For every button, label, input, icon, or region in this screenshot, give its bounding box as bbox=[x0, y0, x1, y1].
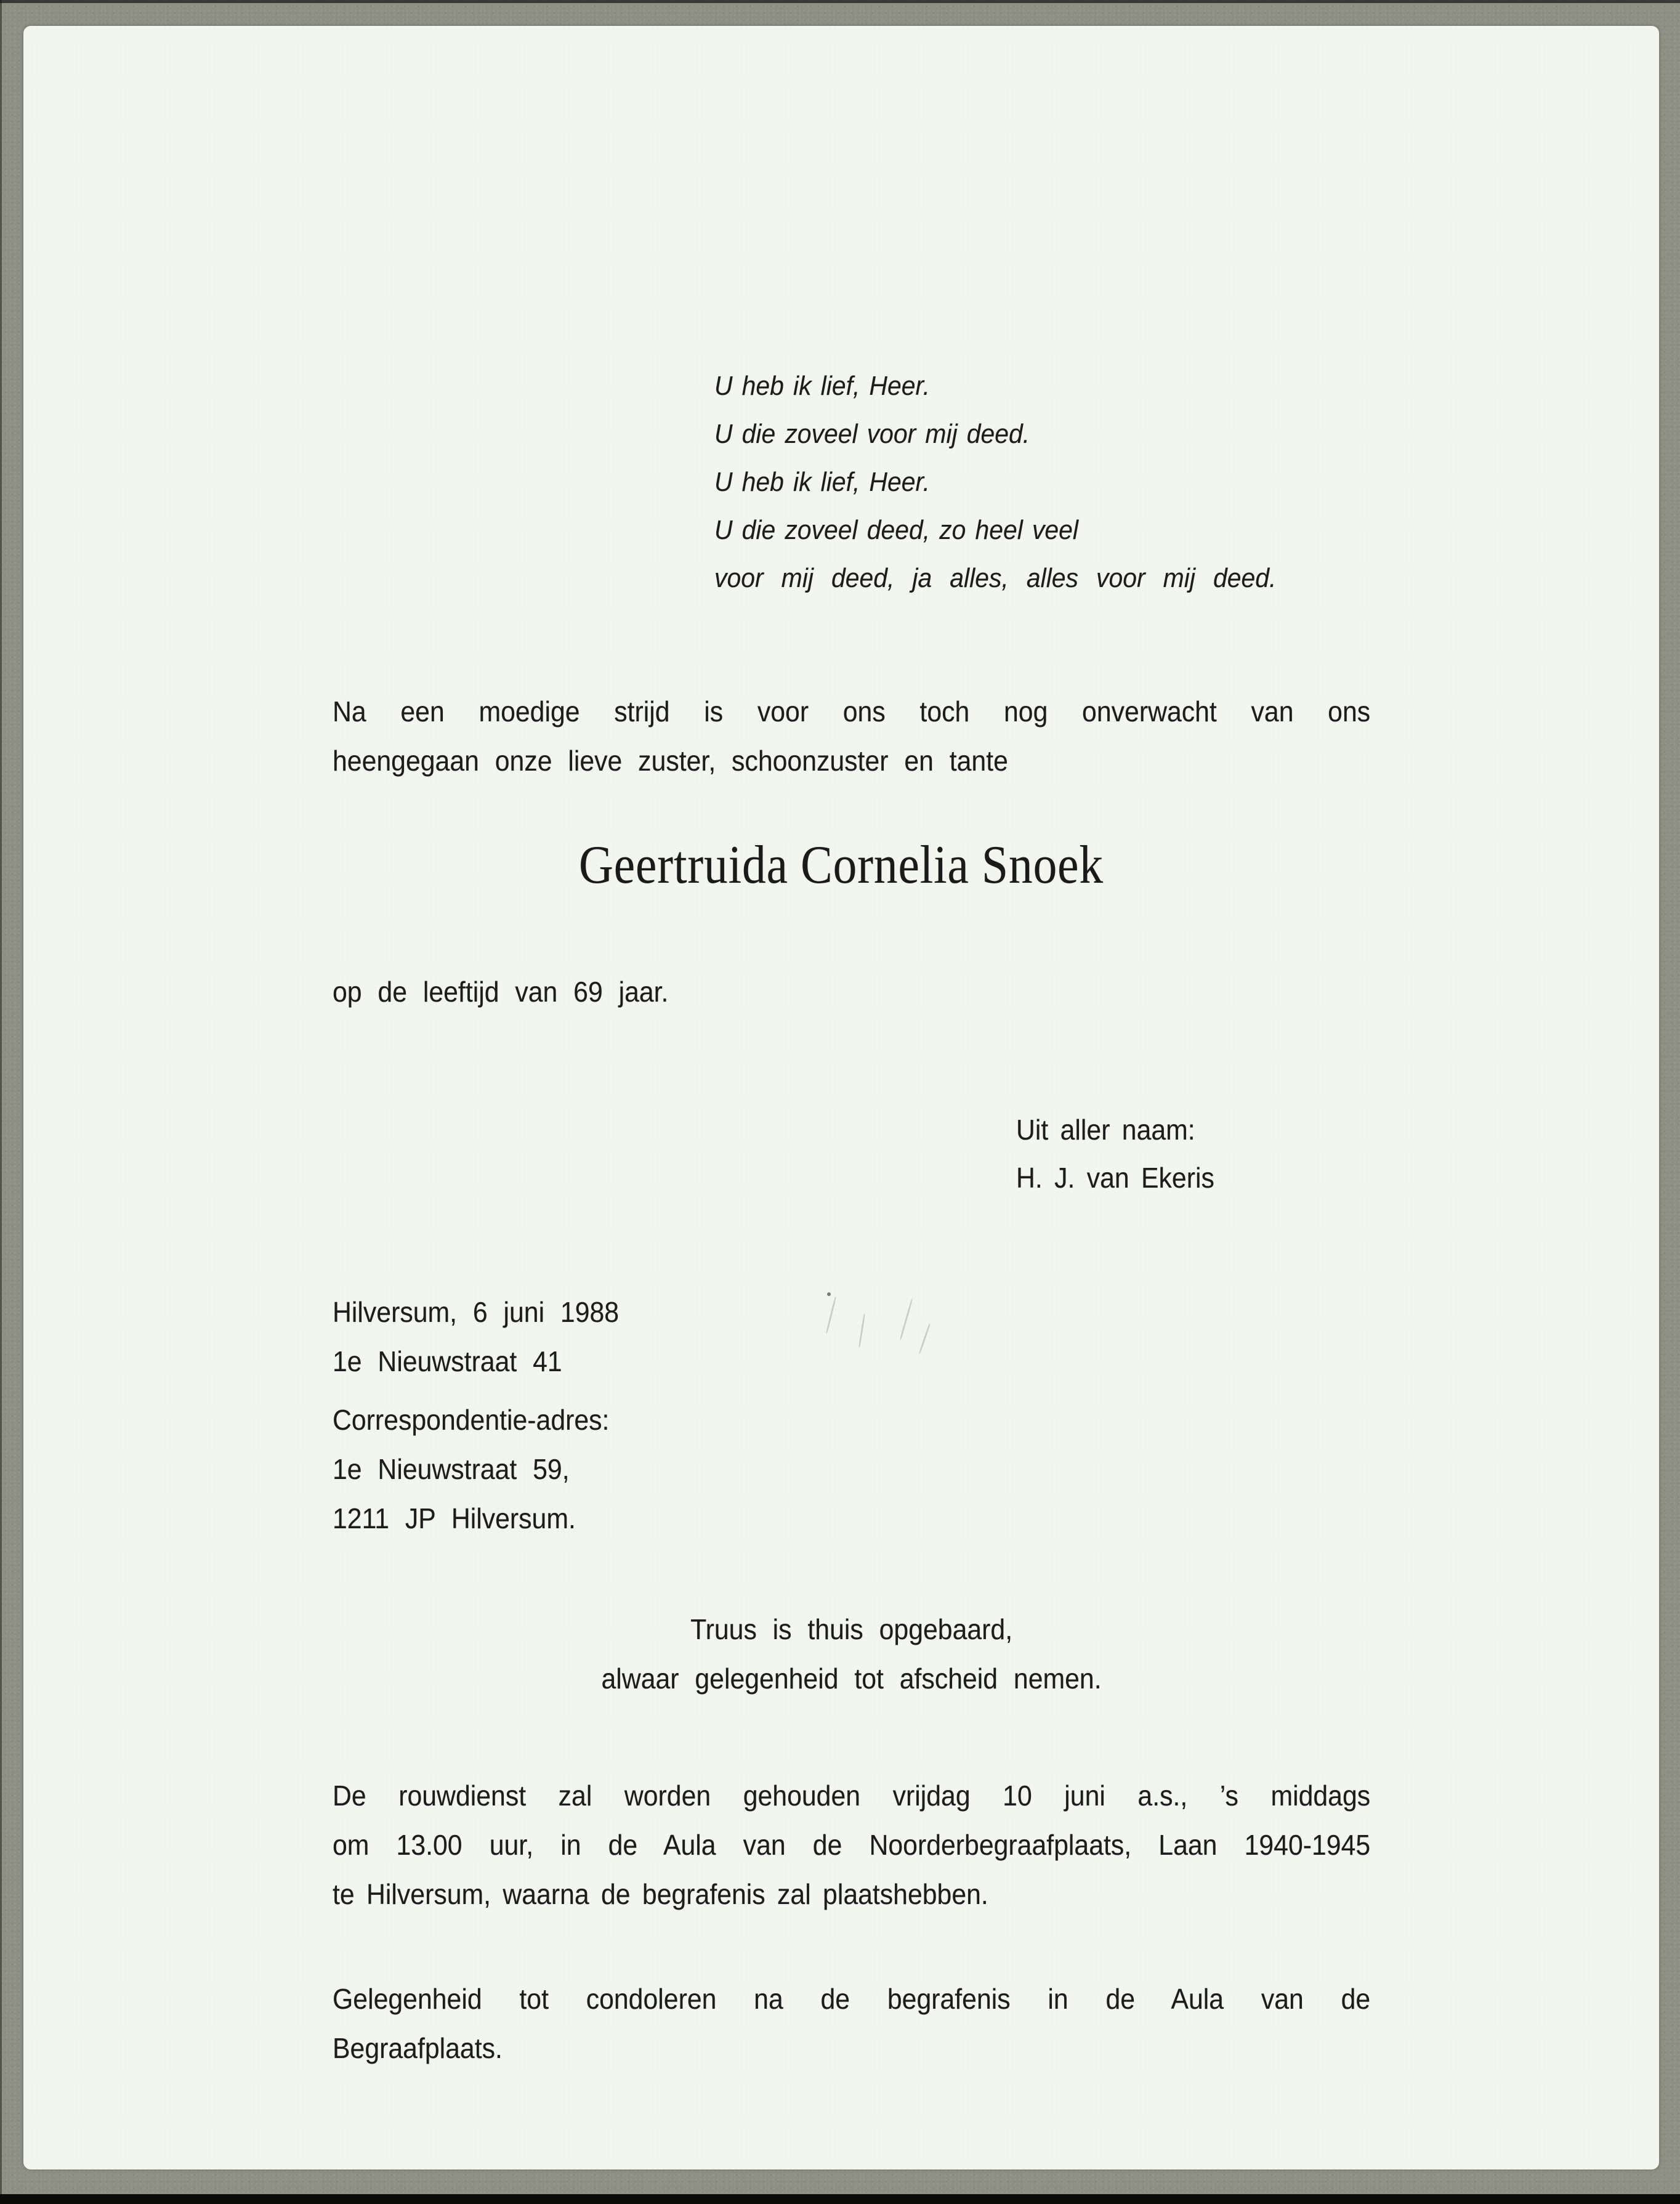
scan-edge-left bbox=[0, 0, 2, 2204]
viewing-line: alwaar gelegenheid tot afscheid nemen. bbox=[601, 1663, 1102, 1695]
correspondence-label: Correspondentie-adres: bbox=[333, 1404, 610, 1436]
announcement-paragraph bbox=[333, 687, 1370, 785]
announcement-line: Na een moedige strijd is voor ons toch nog onverwacht van ons bbox=[333, 695, 1371, 727]
pencil-stroke bbox=[919, 1323, 931, 1354]
scan-edge-bottom bbox=[0, 2194, 1680, 2204]
correspondence-block bbox=[333, 1395, 609, 1543]
condolence-line: Gelegenheid tot condoleren na de begrafenis in de Aula van de bbox=[333, 1983, 1371, 2015]
condolence-line: Begraafplaats. bbox=[333, 2032, 503, 2064]
condolence-paragraph bbox=[333, 1974, 1370, 2073]
poem-line: U heb ik lief, Heer. bbox=[714, 467, 930, 497]
pencil-stroke bbox=[826, 1297, 837, 1334]
pencil-stroke bbox=[899, 1298, 913, 1340]
correspondence-city: 1211 JP Hilversum. bbox=[333, 1502, 576, 1534]
signature-name: H. J. van Ekeris bbox=[1016, 1162, 1214, 1194]
dateline-block bbox=[333, 1287, 619, 1386]
signature-block bbox=[1016, 1106, 1214, 1202]
viewing-line: Truus is thuis opgebaard, bbox=[690, 1613, 1013, 1645]
service-line: om 13.00 uur, in de Aula van de Noorderbegraafplaats, Laan 1940-1945 bbox=[333, 1829, 1371, 1861]
correspondence-street: 1e Nieuwstraat 59, bbox=[333, 1453, 570, 1485]
poem-line: U die zoveel voor mij deed. bbox=[714, 419, 1030, 449]
dateline-street: 1e Nieuwstraat 41 bbox=[333, 1345, 562, 1377]
memorial-card bbox=[23, 26, 1659, 2170]
signature-label: Uit aller naam: bbox=[1016, 1114, 1195, 1146]
service-paragraph bbox=[333, 1771, 1370, 1919]
announcement-line: heengegaan onze lieve zuster, schoonzuster en tante bbox=[333, 745, 1008, 777]
poem-line: U heb ik lief, Heer. bbox=[714, 371, 930, 401]
service-line: te Hilversum, waarna de begrafenis zal plaatshebben. bbox=[333, 1878, 988, 1910]
service-line: De rouwdienst zal worden gehouden vrijdag 10 juni a.s., ’s middags bbox=[333, 1780, 1371, 1812]
deceased-name: Geertruida Cornelia Snoek bbox=[578, 835, 1104, 895]
pencil-stroke bbox=[858, 1313, 866, 1348]
viewing-block bbox=[333, 1605, 1370, 1703]
pencil-dot bbox=[827, 1292, 831, 1296]
poem-line: voor mij deed, ja alles, alles voor mij deed. bbox=[714, 563, 1277, 593]
age-line: op de leeftijd van 69 jaar. bbox=[333, 976, 669, 1008]
scan-edge-top bbox=[0, 0, 1680, 3]
dateline-city-date: Hilversum, 6 juni 1988 bbox=[333, 1296, 620, 1328]
poem-line: U die zoveel deed, zo heel veel bbox=[714, 515, 1079, 545]
poem bbox=[714, 362, 1276, 602]
